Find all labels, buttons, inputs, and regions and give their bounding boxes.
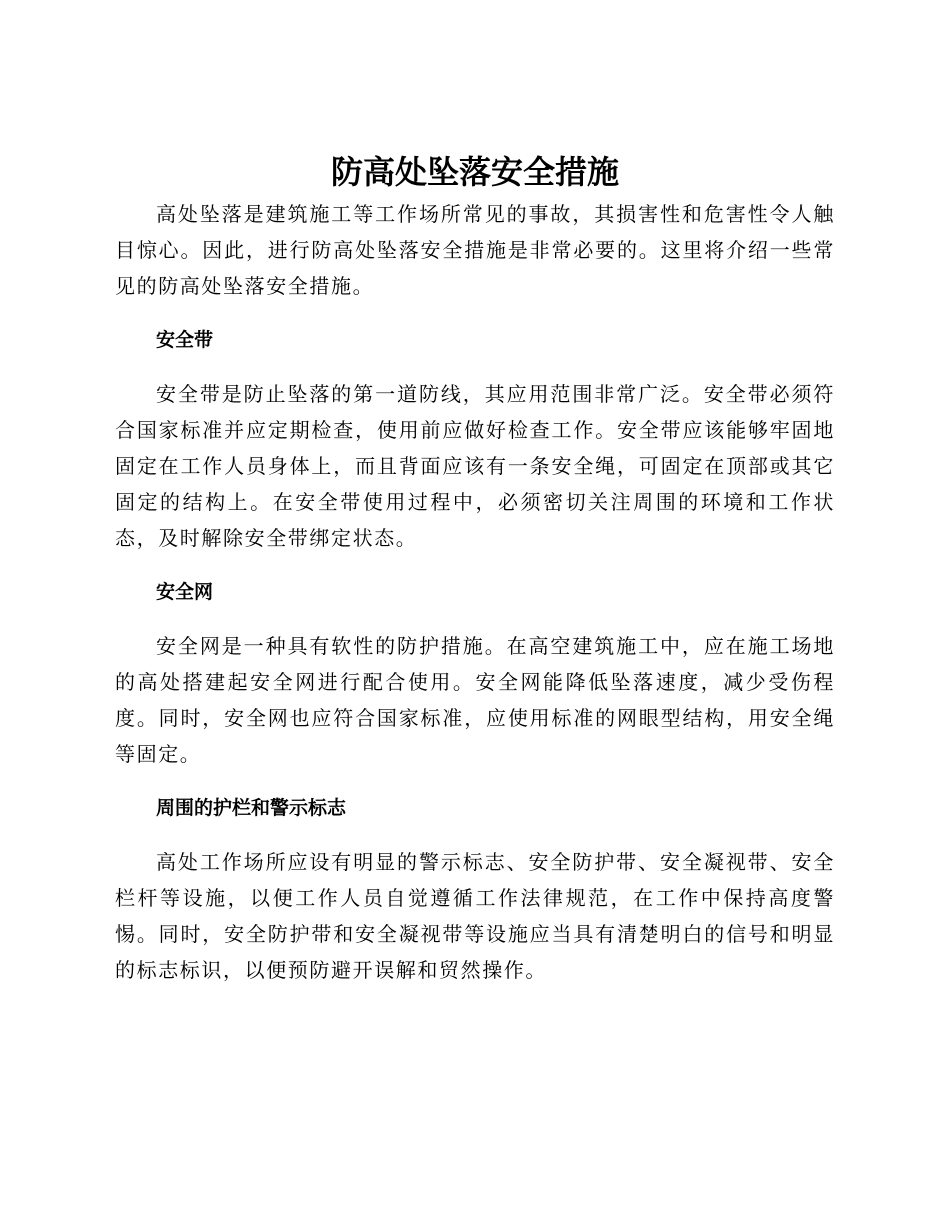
document-page (115, 150, 835, 988)
section-body-safety-net: 安全网是一种具有软性的防护措施。在高空建筑施工中，应在施工场地的高处搭建起安全网进行配合使用。安全网能降低坠落速度，减少受伤程度。同时，安全网也应符合国家标准，应使用标准的网眼型结构，用安全绳等固定。 (115, 634, 835, 766)
section-heading-safety-belt: 安全带 (156, 329, 214, 351)
section-body-safety-belt: 安全带是防止坠落的第一道防线，其应用范围非常广泛。安全带必须符合国家标准并应定期检查，使用前应做好检查工作。安全带应该能够牢固地固定在工作人员身体上，而且背面应该有一条安全绳，可固定在顶部或其它固定的结构上。在安全带使用过程中，必须密切关注周围的环境和工作状态，及时解除安全带绑定状态。 (115, 382, 835, 550)
section-heading-guardrails-signs: 周围的护栏和警示标志 (156, 797, 347, 819)
document-title: 防高处坠落安全措施 (330, 153, 619, 191)
intro-paragraph: 高处坠落是建筑施工等工作场所常见的事故，其损害性和危害性令人触目惊心。因此，进行防高处坠落安全措施是非常必要的。这里将介绍一些常见的防高处坠落安全措施。 (115, 202, 835, 298)
section-body-guardrails-signs: 高处工作场所应设有明显的警示标志、安全防护带、安全凝视带、安全栏杆等设施，以便工作人员自觉遵循工作法律规范，在工作中保持高度警惕。同时，安全防护带和安全凝视带等设施应当具有清楚明白的信号和明显的标志标识，以便预防避开误解和贸然操作。 (115, 850, 835, 982)
section-heading-safety-net: 安全网 (156, 581, 214, 603)
